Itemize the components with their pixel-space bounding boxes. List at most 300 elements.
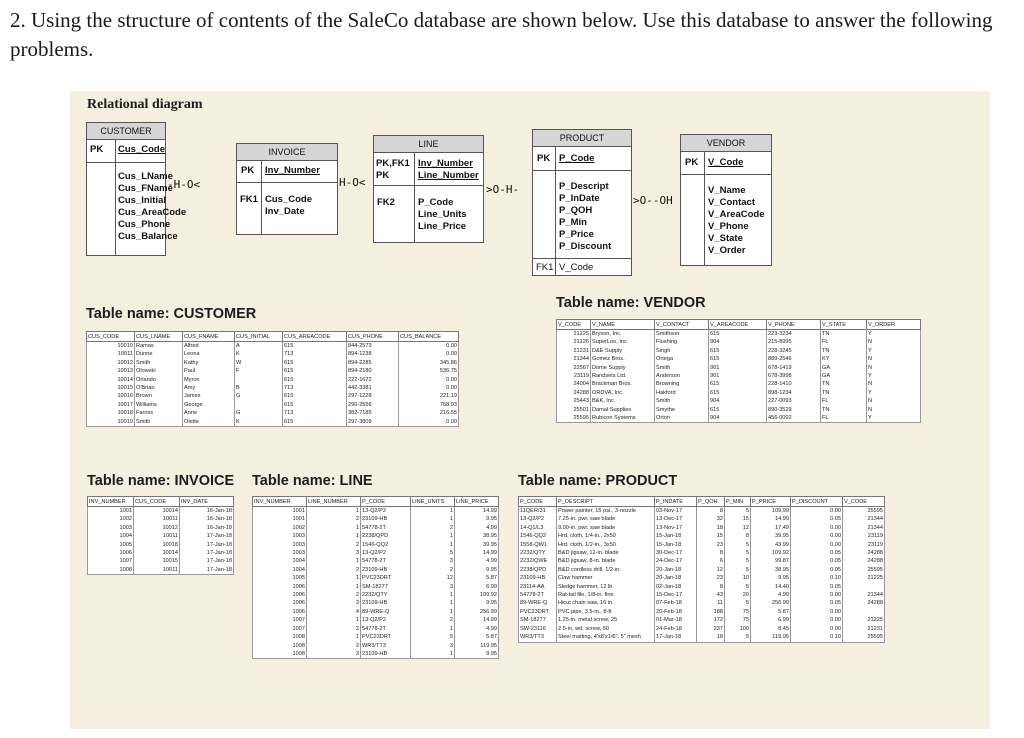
table-cell: 442-3381 [347,384,399,392]
table-cell: 215-8995 [767,338,821,346]
table-row [253,599,499,607]
table-cell: 21225 [557,330,591,339]
table-cell: 1546-QQ2 [361,541,411,549]
table-cell: Dunne [135,350,183,358]
table-cell: 1001 [253,515,307,523]
table-cell: 24288 [843,549,885,557]
table-cell: 1005 [88,541,134,549]
table-cell: 1 [307,574,361,582]
table-cell: 894-1238 [347,350,399,358]
table-cell: 5 [725,507,751,516]
table-row [87,342,459,351]
vendor-attr: V_Order [708,245,746,256]
table-cell: 890-3529 [767,406,821,414]
table-cell: 03-Nov-17 [655,507,697,516]
table-cell: 13-Q2/P2 [361,616,411,624]
table-cell: 0.00 [399,350,459,358]
table-cell: 14.40 [751,583,791,591]
table-cell: GA [821,372,867,380]
product-entity [532,129,632,276]
relationship-connector: >O-H- [486,183,520,196]
table-cell: Singh [655,347,709,355]
table-cell: 25501 [557,406,591,414]
table-cell: 21225 [843,574,885,582]
table-cell: 615 [709,406,767,414]
table-cell: 615 [283,401,347,409]
line-entity-name: LINE [374,136,483,153]
vendor-entity [680,134,772,266]
table-cell: O'Brian [135,384,183,392]
invoice-pk: Inv_Number [265,165,320,176]
table-cell: 0.00 [399,376,459,384]
table-cell: 0.05 [791,599,843,607]
product-fk-tag: FK1 [536,262,554,273]
table-cell: 615 [709,330,767,339]
table-cell: 15-Jan-18 [655,532,697,540]
table-cell: Orton [655,414,709,423]
table-cell: 901 [709,372,767,380]
table-cell: 9.95 [751,574,791,582]
table-cell: 01-Mar-18 [655,616,697,624]
table-cell: 904 [709,338,767,346]
product-pk-tag: PK [537,153,551,164]
table-cell: 1 [307,507,361,516]
table-cell: Smith [655,397,709,405]
table-cell: Smith [135,359,183,367]
customer-attr: Cus_Balance [118,231,178,242]
table-cell: 0.10 [791,633,843,642]
table-cell: 24004 [557,380,591,388]
table-cell: 1 [411,608,455,616]
table-cell: 54778-2T [519,591,557,599]
vendor-pk: V_Code [708,157,744,168]
column-header: INV_NUMBER [88,497,134,507]
table-cell: 0.05 [791,583,843,591]
table-cell: 16-Jan-18 [180,524,234,532]
table-cell: 1 [411,625,455,633]
table-cell: 615 [709,347,767,355]
table-cell: 1001 [253,507,307,516]
customer-entity-name: CUSTOMER [87,123,165,140]
table-cell: 0.10 [791,574,843,582]
table-cell: N [867,364,921,372]
customer-pk: Cus_Code [118,144,165,155]
column-header: CUS_FNAME [183,332,235,342]
table-cell: 0.00 [791,532,843,540]
table-row [253,633,499,641]
table-cell: 345.86 [399,359,459,367]
table-cell: 12 [411,574,455,582]
table-cell: 237 [697,625,725,633]
table-cell: 2232/QTY [361,591,411,599]
table-cell: B&D cordless drill, 1/2-in. [557,566,655,574]
column-header: P_PRICE [751,497,791,507]
table-cell: 24288 [557,389,591,397]
table-cell: 13-Dec-17 [655,515,697,523]
table-cell: 713 [283,384,347,392]
table-cell: K [235,350,283,358]
table-cell: 1 [307,524,361,532]
table-cell: Y [867,372,921,380]
table-cell: 894-2285 [347,359,399,367]
table-cell: N [867,355,921,363]
table-cell: 24-Feb-18 [655,625,697,633]
table-cell: 54778-2T [361,557,411,565]
table-cell: Sledge hammer, 12 lb. [557,583,655,591]
table-row [519,549,885,557]
invoice-pk-tag: PK [241,165,255,176]
table-row [253,507,499,516]
table-cell: 1 [307,583,361,591]
table-cell: Kathy [183,359,235,367]
table-cell: 2 [411,616,455,624]
table-cell: B&D jigsaw, 12-in. blade [557,549,655,557]
table-row [557,372,921,380]
table-cell: 11 [697,599,725,607]
table-cell: 54778-2T [361,625,411,633]
table-cell: 222-1672 [347,376,399,384]
table-cell: 1007 [253,625,307,633]
table-cell: Hicut chain saw, 16 in. [557,599,655,607]
table-row [253,524,499,532]
table-cell: 713 [283,409,347,417]
table-cell: Y [867,389,921,397]
table-row [519,608,885,616]
table-cell: 17.49 [751,524,791,532]
invoice-entity [236,143,338,235]
table-row [88,524,234,532]
table-header-row [519,497,885,507]
table-cell: 25443 [557,397,591,405]
relationship-connector: >O--OH [633,194,673,207]
product-table-title: Table name: PRODUCT [518,473,678,489]
table-cell: 228-3245 [767,347,821,355]
table-cell [235,401,283,409]
table-cell: 894-2180 [347,367,399,375]
product-entity-name: PRODUCT [533,130,631,147]
table-cell: 24288 [843,599,885,607]
table-cell: 14.99 [751,515,791,523]
table-row [519,541,885,549]
table-cell: 678-3998 [767,372,821,380]
table-row [253,642,499,650]
table-cell: Smith [655,364,709,372]
product-attr: P_QOH [559,205,593,216]
table-cell: 43.99 [751,541,791,549]
table-cell: SM-18277 [361,583,411,591]
table-cell: TN [821,406,867,414]
table-cell: G [235,392,283,400]
table-cell: PVC23DRT [361,574,411,582]
table-cell: 1546-QQ2 [519,532,557,540]
column-header: P_CODE [519,497,557,507]
table-cell: Flushing [655,338,709,346]
table-cell: 2232/QWE [519,557,557,565]
table-cell: 24-Dec-17 [655,557,697,565]
table-cell: 2 [307,625,361,633]
table-cell: 713 [283,350,347,358]
vendor-attr: V_AreaCode [708,209,765,220]
table-cell: 21344 [843,524,885,532]
diagram-title: Relational diagram [87,97,203,112]
table-cell: 615 [709,389,767,397]
column-header: CUS_AREACODE [283,332,347,342]
table-cell: 1 [411,541,455,549]
table-row [88,566,234,575]
table-cell: 10015 [87,384,135,392]
table-cell: 20-Jan-18 [655,574,697,582]
table-cell: 23119 [843,541,885,549]
table-cell: 256.99 [455,608,499,616]
table-row [88,515,234,523]
table-cell: Damal Supplies [591,406,655,414]
column-header: CUS_PHONE [347,332,399,342]
table-cell: 4 [307,608,361,616]
table-header-row [87,332,459,342]
table-cell: 2 [307,541,361,549]
table-cell: Williams [135,401,183,409]
table-cell: 0.05 [791,566,843,574]
table-cell: 5.87 [455,574,499,582]
table-cell: B&D jigsaw, 8-in. blade [557,557,655,565]
table-cell: SM-18277 [519,616,557,624]
table-cell: 3 [411,583,455,591]
table-row [557,347,921,355]
table-cell: Smith [135,418,183,427]
table-cell: Bryson, Inc. [591,330,655,339]
table-cell: 1008 [88,566,134,575]
table-cell: 227-0093 [767,397,821,405]
table-row [87,376,459,384]
table-row [87,350,459,358]
table-cell: 844-2573 [347,342,399,351]
table-cell: 615 [283,376,347,384]
table-cell: 9.95 [455,599,499,607]
customer-attr: Cus_Phone [118,219,171,230]
table-row [88,557,234,565]
table-row [253,574,499,582]
column-header: LINE_PRICE [455,497,499,507]
table-cell: A [235,342,283,351]
table-cell: 10018 [134,541,180,549]
table-cell: Hrd. cloth, 1/4-in., 2x50 [557,532,655,540]
table-cell: 1006 [253,583,307,591]
table-cell: 1 [307,633,361,641]
table-cell: 23109-HB [361,515,411,523]
vendor-attr: V_State [708,233,743,244]
table-cell: 5 [725,599,751,607]
table-cell: 119.95 [455,642,499,650]
table-cell: 1004 [88,532,134,540]
line-attr: Line_Units [418,209,467,220]
table-cell: K [235,418,283,427]
table-cell: 1 [411,507,455,516]
table-cell: Farriss [135,409,183,417]
table-row [87,359,459,367]
table-row [519,599,885,607]
table-cell: 0.00 [791,524,843,532]
table-cell: 23109-HB [361,599,411,607]
table-cell: 109.99 [751,507,791,516]
table-cell: Ramas [135,342,183,351]
table-cell: 5 [411,633,455,641]
table-cell: 6.99 [751,616,791,624]
line-fk-tag: FK2 [377,197,395,208]
table-row [519,591,885,599]
table-cell: Myron [183,376,235,384]
table-cell: 0.00 [399,342,459,351]
table-cell: 1.25-in. metal screw, 25 [557,616,655,624]
table-cell: 89-WRE-Q [519,599,557,607]
table-row [253,616,499,624]
table-cell: 1007 [253,616,307,624]
table-row [253,583,499,591]
table-cell: Gomez Bros. [591,355,655,363]
table-cell: 615 [283,359,347,367]
table-cell: 22567 [557,364,591,372]
table-cell: 21344 [557,355,591,363]
table-cell: 13-Nov-17 [655,524,697,532]
table-cell: 10012 [87,359,135,367]
table-cell: 12 [725,524,751,532]
table-cell: 7.25-in. pwr. saw blade [557,515,655,523]
table-cell: 0.00 [791,507,843,516]
table-cell: 20-Feb-18 [655,608,697,616]
table-row [519,583,885,591]
table-cell: 15 [697,532,725,540]
table-row [87,401,459,409]
table-cell: Power painter, 15 psi., 3-nozzle [557,507,655,516]
table-cell: 1 [307,616,361,624]
table-cell: 39.95 [455,541,499,549]
product-pk: P_Code [559,153,595,164]
column-header: V_CODE [557,320,591,330]
table-row [557,414,921,423]
table-row [253,591,499,599]
table-cell: G [235,409,283,417]
customer-pk-tag: PK [90,144,104,155]
table-cell: 0.05 [791,549,843,557]
table-cell: 13-Q2/P2 [519,515,557,523]
table-row [88,507,234,516]
table-cell: PVC pipe, 3.5-in., 8-ft [557,608,655,616]
table-cell: 10019 [87,418,135,427]
table-cell: 16-Jan-18 [180,515,234,523]
table-cell: 0.00 [399,384,459,392]
table-cell: 18 [697,524,725,532]
table-row [557,338,921,346]
table-cell: Paul [183,367,235,375]
table-cell: B [235,384,283,392]
customer-table [86,331,459,427]
table-cell: 17-Jan-18 [180,549,234,557]
table-cell: 615 [283,342,347,351]
table-row [87,409,459,417]
table-cell: 615 [709,355,767,363]
table-cell: Amy [183,384,235,392]
column-header: P_MIN [725,497,751,507]
table-cell: 3 [411,642,455,650]
table-cell: 10011 [134,515,180,523]
table-cell: 15-Dec-17 [655,591,697,599]
table-cell: 13-Q2/P2 [361,507,411,516]
invoice-fk-tag: FK1 [240,194,258,205]
table-cell: 10016 [87,392,135,400]
table-cell: 109.92 [751,549,791,557]
table-cell: 1008 [253,642,307,650]
column-header: P_QOH [697,497,725,507]
table-cell: Y [867,414,921,423]
table-cell: 23109-HB [519,574,557,582]
table-cell: 898-1234 [767,389,821,397]
table-cell: 1003 [88,524,134,532]
table-cell: Leona [183,350,235,358]
table-cell: 18 [697,633,725,642]
table-cell: Ortega [655,355,709,363]
table-cell: 1 [411,650,455,659]
invoice-table [87,496,234,575]
table-cell: 10017 [87,401,135,409]
table-cell: 02-Jan-18 [655,583,697,591]
table-cell: 1008 [253,650,307,659]
table-cell: 10011 [134,566,180,575]
table-cell: 221.19 [399,392,459,400]
product-table [518,496,885,643]
table-cell: 25595 [557,414,591,423]
table-cell: 8 [697,549,725,557]
line-attr: P_Code [418,197,454,208]
table-cell: 290-2556 [347,401,399,409]
table-cell: 8.45 [751,625,791,633]
table-cell: 23114-AA [519,583,557,591]
table-cell: 10014 [134,549,180,557]
table-cell: 89-WRE-Q [361,608,411,616]
table-cell: Alfred [183,342,235,351]
table-cell: 43 [697,591,725,599]
table-cell: 8 [697,507,725,516]
table-cell: 1 [411,515,455,523]
table-cell: Claw hammer [557,574,655,582]
invoice-attr: Inv_Date [265,206,305,217]
table-cell: Randsets Ltd. [591,372,655,380]
table-row [253,650,499,659]
table-cell: PVC23DRT [361,633,411,641]
table-cell: FL [821,397,867,405]
table-cell: TN [821,330,867,339]
table-cell: George [183,401,235,409]
table-cell: 75 [725,608,751,616]
table-cell: 54778-2T [361,524,411,532]
table-cell: 1003 [253,541,307,549]
table-cell: 9.95 [455,650,499,659]
table-cell: Y [867,330,921,339]
table-cell: 1004 [253,566,307,574]
table-cell: D&E Supply [591,347,655,355]
table-cell: Steel matting, 4'x8'x1/6", 5" mesh [557,633,655,642]
table-cell: 17-Jan-18 [180,532,234,540]
table-cell: 2.5-in. wd. screw, 50 [557,625,655,633]
table-cell: PVC23DRT [519,608,557,616]
table-cell: 2 [307,566,361,574]
table-cell: 5.87 [751,608,791,616]
figure-panel [70,91,990,729]
table-cell: Smithson [655,330,709,339]
column-header: V_ORDER [867,320,921,330]
table-cell: 10014 [87,376,135,384]
table-row [88,532,234,540]
table-cell: Y [867,347,921,355]
line-entity [373,135,484,243]
